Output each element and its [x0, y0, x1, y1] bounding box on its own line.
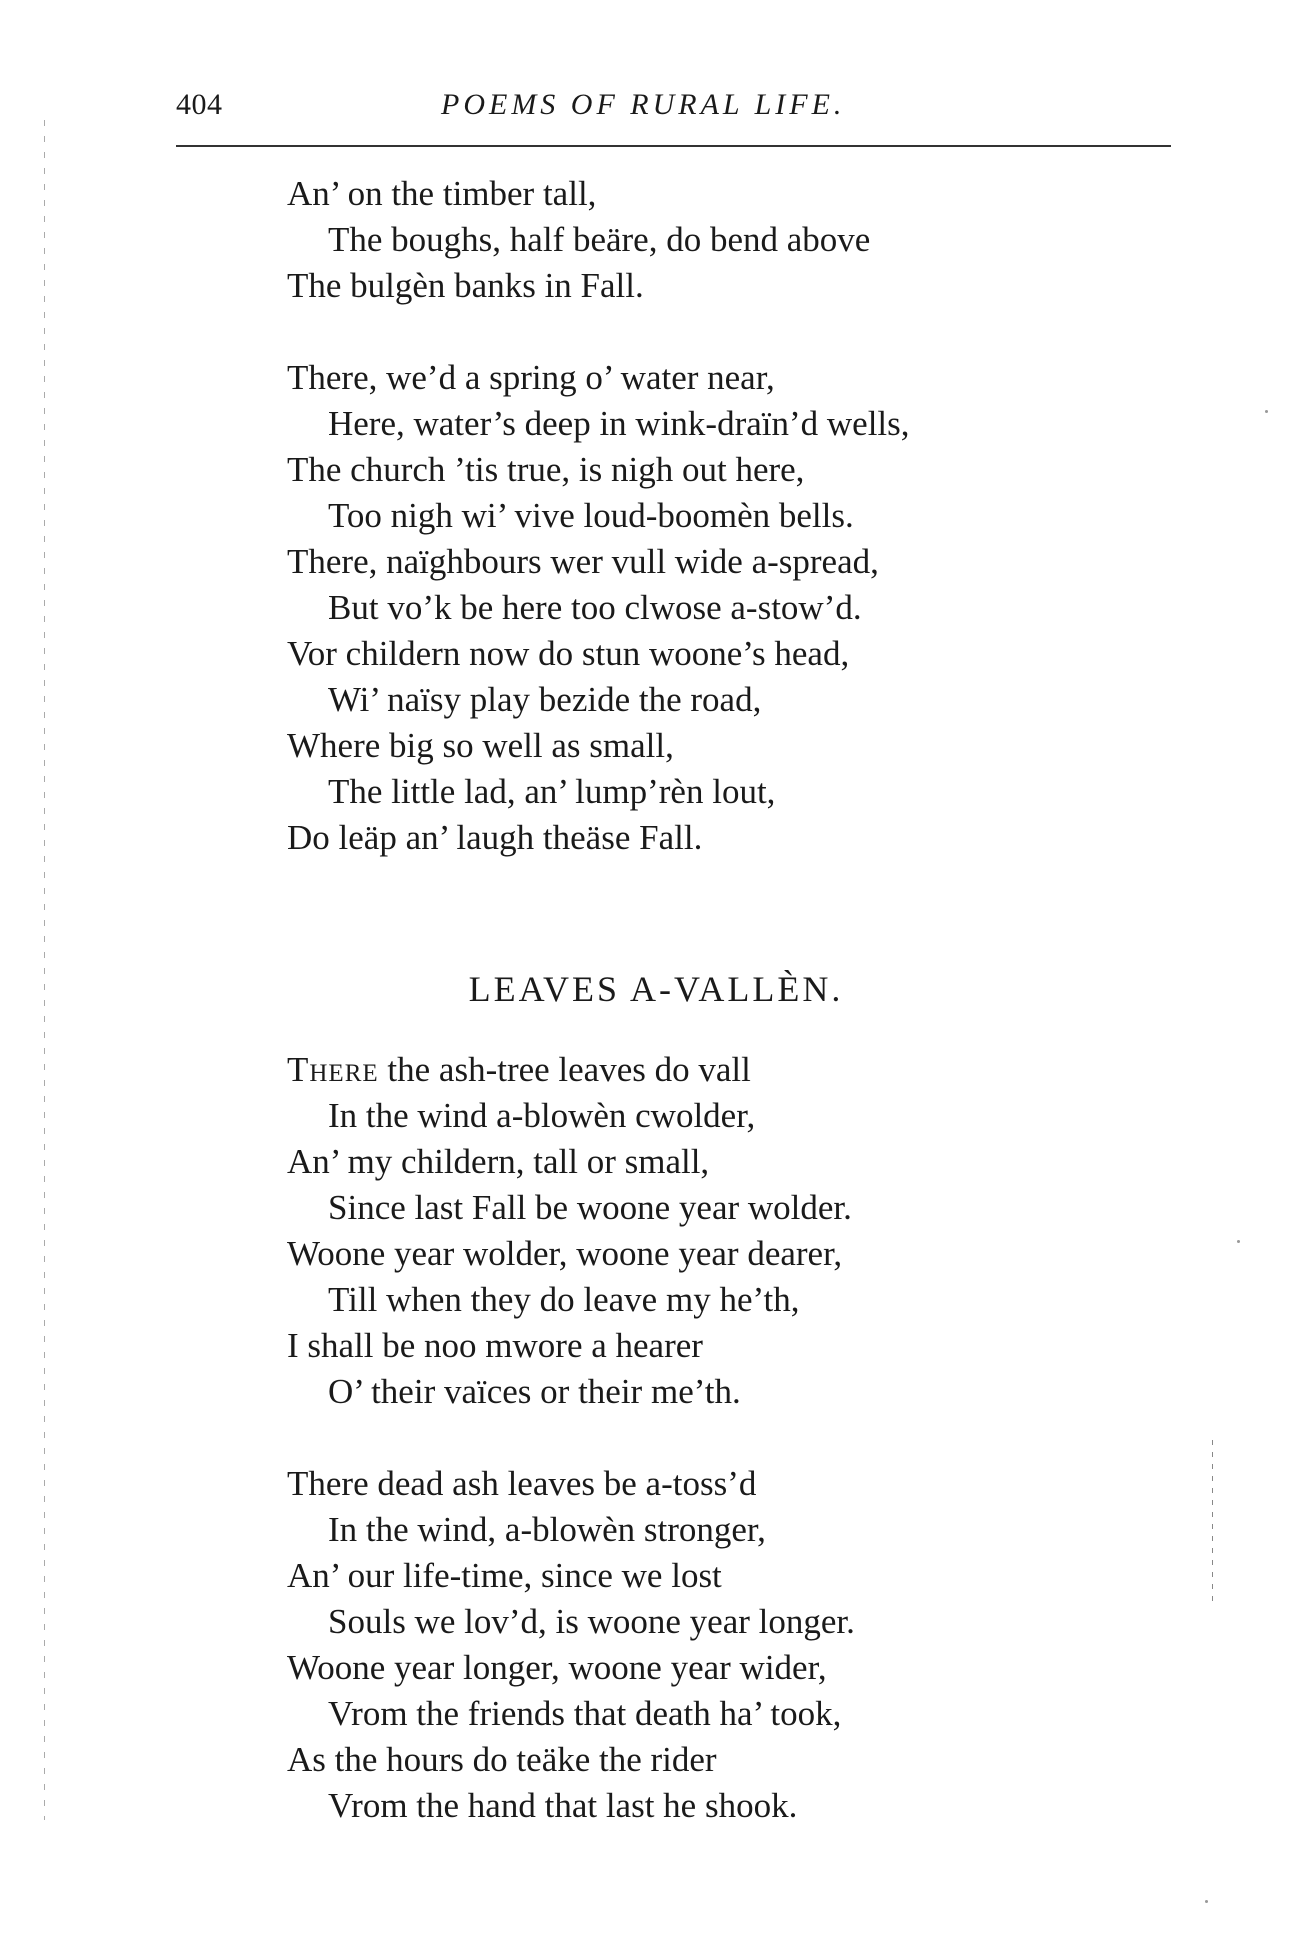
poem-line: The church ’tis true, is nigh out here,: [287, 450, 805, 489]
poem-line: There, we’d a spring o’ water near,: [287, 358, 775, 397]
running-header: [176, 88, 1171, 140]
poem-line: Do leäp an’ laugh theäse Fall.: [287, 818, 703, 857]
poem-line: An’ on the timber tall,: [287, 174, 597, 213]
poem-line: The boughs, half beäre, do bend above: [328, 220, 871, 259]
scan-speck: [1205, 1900, 1208, 1903]
poem-line: I shall be noo mwore a hearer: [287, 1326, 703, 1365]
poem-line: Woone year longer, woone year wider,: [287, 1648, 827, 1687]
poem-line: There dead ash leaves be a-toss’d: [287, 1464, 757, 1503]
poem-line: In the wind, a-blowèn stronger,: [328, 1510, 766, 1549]
poem-line-rest: the ash-tree leaves do vall: [378, 1050, 751, 1089]
poem-line: Wi’ naïsy play bezide the road,: [328, 680, 762, 719]
header-rule: [176, 145, 1171, 147]
poem-line: The little lad, an’ lump’rèn lout,: [328, 772, 776, 811]
poem-line: Vrom the hand that last he shook.: [328, 1786, 798, 1825]
scan-speck: [1237, 1240, 1240, 1243]
poem-line: Vor childern now do stun woone’s head,: [287, 634, 850, 673]
poem-line: Till when they do leave my he’th,: [328, 1280, 800, 1319]
poem-line: An’ our life-time, since we lost: [287, 1556, 722, 1595]
opening-word: There: [287, 1050, 379, 1089]
poem-title: LEAVES A-VALLÈN.: [468, 969, 844, 1009]
poem-line: As the hours do teäke the rider: [287, 1740, 717, 1779]
poem-line: In the wind a-blowèn cwolder,: [328, 1096, 756, 1135]
poem-line: Where big so well as small,: [287, 726, 674, 765]
page-number: 404: [176, 88, 223, 121]
poem-line: Woone year wolder, woone year dearer,: [287, 1234, 843, 1273]
poem-line: Since last Fall be woone year wolder.: [328, 1188, 852, 1227]
scan-right-artifact: [1212, 1440, 1213, 1605]
poem-line: There, naïghbours wer vull wide a-spread,: [287, 542, 879, 581]
poem-line: Souls we lov’d, is woone year longer.: [328, 1602, 855, 1641]
poem-line: [287, 1048, 751, 1092]
poem-line: Here, water’s deep in wink-draïn’d wells,: [328, 404, 910, 443]
poem-line: But vo’k be here too clwose a-stow’d.: [328, 588, 862, 627]
poem-line: Vrom the friends that death ha’ took,: [328, 1694, 842, 1733]
poem-line: Too nigh wi’ vive loud-boomèn bells.: [328, 496, 854, 535]
poem-line: The bulgèn banks in Fall.: [287, 266, 644, 305]
scan-speck: [1265, 410, 1268, 413]
poem-line: An’ my childern, tall or small,: [287, 1142, 710, 1181]
poem-line: O’ their vaïces or their me’th.: [328, 1372, 741, 1411]
running-title: POEMS OF RURAL LIFE.: [441, 88, 846, 121]
